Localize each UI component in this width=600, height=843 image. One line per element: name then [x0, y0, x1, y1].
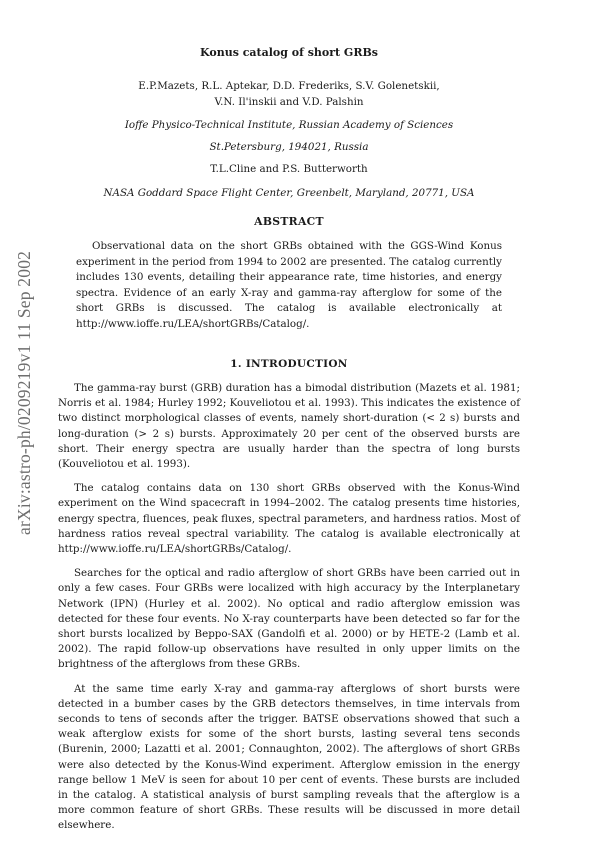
- affiliation-ioffe-city: St.Petersburg, 194021, Russia: [209, 141, 369, 153]
- section-heading-introduction: 1. INTRODUCTION: [230, 358, 348, 370]
- author-list-2: T.L.Cline and P.S. Butterworth: [210, 163, 368, 175]
- intro-paragraph-3: Searches for the optical and radio afterglow of short GRBs have been carried out in only a few cases. Four GRBs were localized with high accuracy by the Interplanetary Network (IPN) (Hurley et al. 2002). No optical and radio afterglow emission was detected for these four events. No X-ray counterparts have been detected so far for the short bursts localized by Beppo-SAX (Gandolfi et al. 2000) or by HETE-2 (Lamb et al. 2002). The rapid follow-up observations have resulted in only upper limits on the brightness of the afterglows from these GRBs.: [58, 567, 520, 671]
- author-line-2: V.N. Il'inskii and V.D. Palshin: [214, 96, 364, 108]
- paper-title: Konus catalog of short GRBs: [200, 46, 378, 59]
- author-line-1: E.P.Mazets, R.L. Aptekar, D.D. Frederiks, S.V. Golenetskii,: [138, 80, 440, 92]
- abstract-heading: ABSTRACT: [254, 215, 324, 228]
- intro-paragraph-4: At the same time early X-ray and gamma-ray afterglows of short bursts were detected in a bumber cases by the GRB detectors themselves, in time intervals from seconds to tens of seconds after the trigger. BATSE observations showed that such a weak afterglow exists for some of the short bursts, lasting several tens seconds (Burenin, 2000; Lazatti et al. 2001; Connaughton, 2002). The afterglows of short GRBs were also detected by the Konus-Wind experiment. Afterglow emission in the energy range bellow 1 MeV is seen for about 10 per cent of events. These bursts are included in the catalog. A statistical analysis of burst sampling reveals that the afterglow is a more common feature of short GRBs. These results will be discussed in more detail elsewhere.: [58, 682, 520, 832]
- intro-paragraph-1: The gamma-ray burst (GRB) duration has a bimodal distribution (Mazets et al. 1981; Norris et al. 1984; Hurley 1992; Kouveliotou et al. 1993). This indicates the existence of two distinct morphological classes of events, namely short-duration (< 2 s) bursts and long-duration (> 2 s) bursts. Approximately 20 per cent of the observed bursts are short. Their energy spectra are usually harder than the spectra of long bursts (Kouveliotou et al. 1993).: [58, 382, 520, 471]
- abstract-text: Observational data on the short GRBs obtained with the GGS-Wind Konus experiment in the period from 1994 to 2002 are presented. The catalog currently includes 130 events, detailing their appearance rate, time histories, and energy spectra. Evidence of an early X-ray and gamma-ray afterglow for some of the short GRBs is discussed. The catalog is available electronically at http://www.ioffe.ru/LEA/shortGRBs/Catalog/.: [76, 240, 502, 330]
- affiliation-nasa: NASA Goddard Space Flight Center, Greenbelt, Maryland, 20771, USA: [103, 187, 475, 199]
- arxiv-identifier: arXiv:astro-ph/0209219v1 11 Sep 2002: [14, 250, 34, 535]
- intro-paragraph-2: The catalog contains data on 130 short GRBs observed with the Konus-Wind experiment on the Wind spacecraft in 1994–2002. The catalog presents time histories, energy spectra, fluences, peak fluxes, spectral parameters, and hardness ratios. Most of hardness ratios reveal spectral variability. The catalog is available electronically at http://www.ioffe.ru/LEA/shortGRBs/Catalog/.: [58, 482, 520, 556]
- paper-page: [58, 46, 520, 843]
- author-list: [58, 78, 520, 110]
- affiliation-ioffe: Ioffe Physico-Technical Institute, Russian Academy of Sciences: [124, 119, 454, 131]
